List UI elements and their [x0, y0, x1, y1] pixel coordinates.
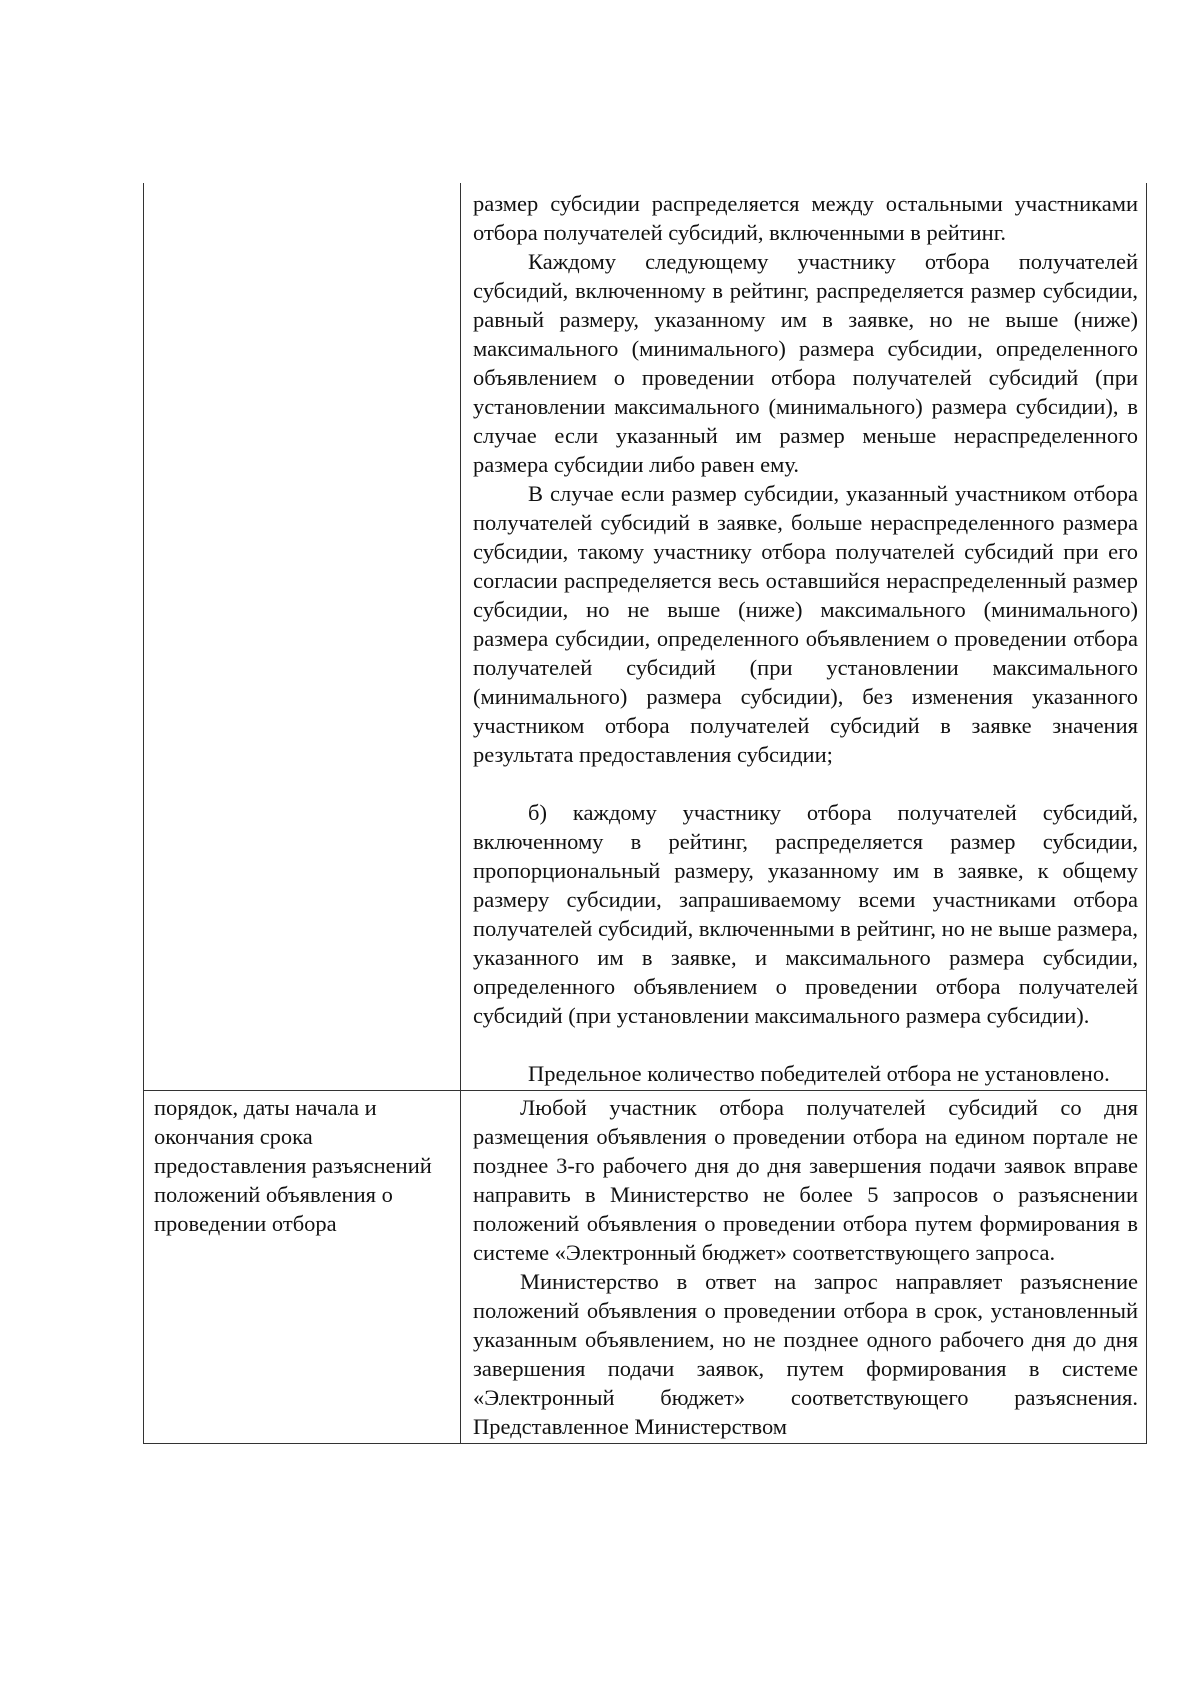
table-row — [144, 183, 1147, 1091]
row-label-cell — [144, 183, 461, 1091]
paragraph: В случае если размер субсидии, указанный участником отбора получателей субсидий в заявке, больше нераспределенного размера субсидии, такому участнику отбора получателей субсидий при его согласии распределяется весь оставшийся нераспределенный размер субсидии, но не выше (ниже) максимального (минимального) размера субсидии, определенного объявлением о проведении отбора получателей субсидий (при установлении максимального (минимального) размера субсидии), без изменения указанного участником отбора получателей субсидий в заявке значения результата предоставления субсидии; — [473, 481, 1138, 767]
paragraph: Каждому следующему участнику отбора получателей субсидий, включенному в рейтинг, распределяется размер субсидии, равный размеру, указанному им в заявке, но не выше (ниже) максимального (минимального) размера субсидии, определенного объявлением о проведении отбора получателей субсидий (при установлении максимального (минимального) размера субсидии), в случае если указанный им размер меньше нераспределенного размера субсидии либо равен ему. — [473, 249, 1138, 477]
table-row — [144, 1091, 1147, 1444]
row-content-cell — [461, 1091, 1147, 1444]
paragraph: Предельное количество победителей отбора не установлено. — [528, 1061, 1110, 1086]
paragraph: Любой участник отбора получателей субсидий со дня размещения объявления о проведении отбора на едином портале не позднее 3-го рабочего дня до дня завершения подачи заявок вправе направить в Министерство не более 5 запросов о разъяснении положений объявления о проведении отбора путем формирования в системе «Электронный бюджет» соответствующего запроса. — [473, 1095, 1138, 1265]
paragraph: б) каждому участнику отбора получателей субсидий, включенному в рейтинг, распределяется размер субсидии, пропорциональный размеру, указанному им в заявке, к общему размеру субсидии, запрашиваемому всеми участниками отбора получателей субсидий, включенными в рейтинг, но не выше размера, указанного им в заявке, и максимального размера субсидии, определенного объявлением о проведении отбора получателей субсидий (при установлении максимального размера субсидии). — [473, 800, 1138, 1028]
paragraph: Министерство в ответ на запрос направляет разъяснение положений объявления о проведении отбора в срок, установленный указанным объявлением, но не позднее одного рабочего дня до дня завершения подачи заявок, путем формирования в системе «Электронный бюджет» соответствующего разъяснения. Представленное Министерством — [473, 1269, 1138, 1439]
paragraph: размер субсидии распределяется между остальными участниками отбора получателей субсидий, включенными в рейтинг. — [473, 191, 1138, 245]
requirements-table — [143, 183, 1147, 1444]
row-label-cell: порядок, даты начала и окончания срока предоставления разъяснений положений объявления о проведении отбора — [144, 1091, 461, 1444]
row-content-cell — [461, 183, 1147, 1091]
